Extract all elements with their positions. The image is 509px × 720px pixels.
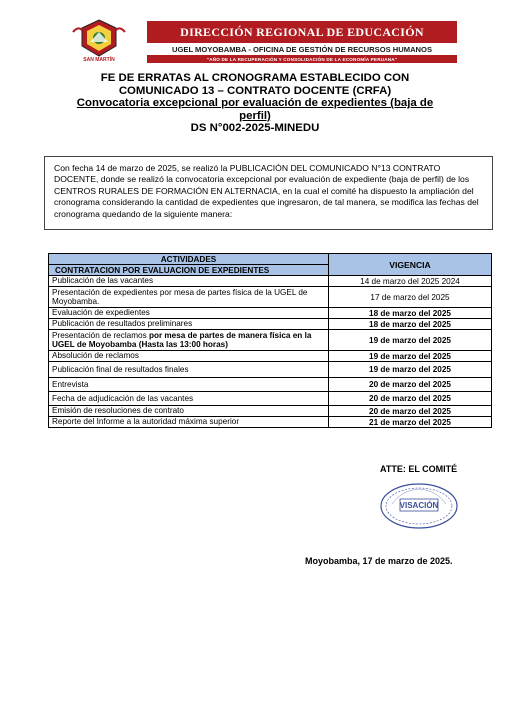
table-row xyxy=(49,362,492,378)
activity-cell: Emisión de resoluciones de contrato xyxy=(49,406,329,417)
place-and-date: Moyobamba, 17 de marzo de 2025. xyxy=(305,556,453,566)
date-cell: 21 de marzo del 2025 xyxy=(329,417,492,428)
activity-cell xyxy=(49,330,329,351)
date-cell: 20 de marzo del 2025 xyxy=(329,406,492,417)
activity-cell: Publicación final de resultados finales xyxy=(49,362,329,378)
date-cell: 18 de marzo del 2025 xyxy=(329,308,492,319)
schedule-table xyxy=(48,253,492,428)
header-activities: ACTIVIDADES xyxy=(49,254,329,265)
table-row xyxy=(49,308,492,319)
committee-signoff: ATTE: EL COMITÉ xyxy=(380,464,458,474)
table-row xyxy=(49,319,492,330)
date-cell: 14 de marzo del 2025 2024 xyxy=(329,276,492,287)
institution-banner: DIRECCIÓN REGIONAL DE EDUCACIÓN xyxy=(147,21,457,43)
title-line-2: COMUNICADO 13 – CONTRATO DOCENTE (CRFA) xyxy=(118,84,392,97)
date-cell: 18 de marzo del 2025 xyxy=(329,319,492,330)
date-cell: 19 de marzo del 2025 xyxy=(329,330,492,351)
activity-cell: Fecha de adjudicación de las vacantes xyxy=(49,392,329,406)
date-cell: 20 de marzo del 2025 xyxy=(329,392,492,406)
activity-cell: Evaluación de expedientes xyxy=(49,308,329,319)
title-line-4: DS N°002-2025-MINEDU xyxy=(190,122,320,135)
header-subtitle: CONTRATACION POR EVALUACION DE EXPEDIENTES xyxy=(49,265,329,276)
title-line-3: Convocatoria excepcional por evaluación de expedientes (baja de perfil) xyxy=(76,97,434,122)
activity-cell: Entrevista xyxy=(49,378,329,392)
date-cell: 19 de marzo del 2025 xyxy=(329,362,492,378)
stamp-text: VISACIÓN xyxy=(399,501,439,510)
table-row xyxy=(49,392,492,406)
date-cell: 19 de marzo del 2025 xyxy=(329,351,492,362)
table-row xyxy=(49,378,492,392)
activity-text: Presentación de reclamos xyxy=(52,330,149,340)
activity-emphasis: por mesa de partes de manera física en la UGEL de Moyobamba (Hasta las 13:00 horas) xyxy=(52,330,312,349)
title-line-1: FE DE ERRATAS AL CRONOGRAMA ESTABLECIDO CON xyxy=(100,72,410,84)
table-row xyxy=(49,330,492,351)
table-row xyxy=(49,276,492,287)
year-slogan: "AÑO DE LA RECUPERACIÓN Y CONSOLIDACIÓN DE LA ECONOMÍA PERUANA" xyxy=(147,55,457,63)
activity-cell: Presentación de expedientes por mesa de partes física de la UGEL de Moyobamba. xyxy=(49,287,329,308)
activity-cell: Publicación de las vacantes xyxy=(49,276,329,287)
table-row xyxy=(49,417,492,428)
office-subtitle: UGEL MOYOBAMBA - OFICINA DE GESTIÓN DE RECURSOS HUMANOS xyxy=(171,45,433,54)
table-row xyxy=(49,406,492,417)
date-cell: 20 de marzo del 2025 xyxy=(329,378,492,392)
intro-paragraph: Con fecha 14 de marzo de 2025, se realizó la PUBLICACIÓN DEL COMUNICADO N°13 CONTRATO DOCENTE, donde se realizó la convocatoria excepcional por evaluación de expediente (baja de perfil) de los CENTROS RURALES DE FORMACIÓN EN ALTERNACIA, en la cual el comité ha dispuesto la ampliación del cronograma considerando la cantidad de expedientes que ingresaron, de tal manera, se modifica las fechas del cronograma quedando de la siguiente manera: xyxy=(44,156,493,230)
visacion-stamp xyxy=(378,482,460,530)
activity-cell: Reporte del Informe a la autoridad máxima superior xyxy=(49,417,329,428)
activity-cell: Absolución de reclamos xyxy=(49,351,329,362)
table-row xyxy=(49,351,492,362)
table-row xyxy=(49,287,492,308)
document-title xyxy=(60,72,450,135)
date-cell: 17 de marzo del 2025 xyxy=(329,287,492,308)
activity-cell: Publicación de resultados preliminares xyxy=(49,319,329,330)
header-vigencia: VIGENCIA xyxy=(329,254,492,276)
region-name: SAN MARTÍN xyxy=(83,57,115,63)
